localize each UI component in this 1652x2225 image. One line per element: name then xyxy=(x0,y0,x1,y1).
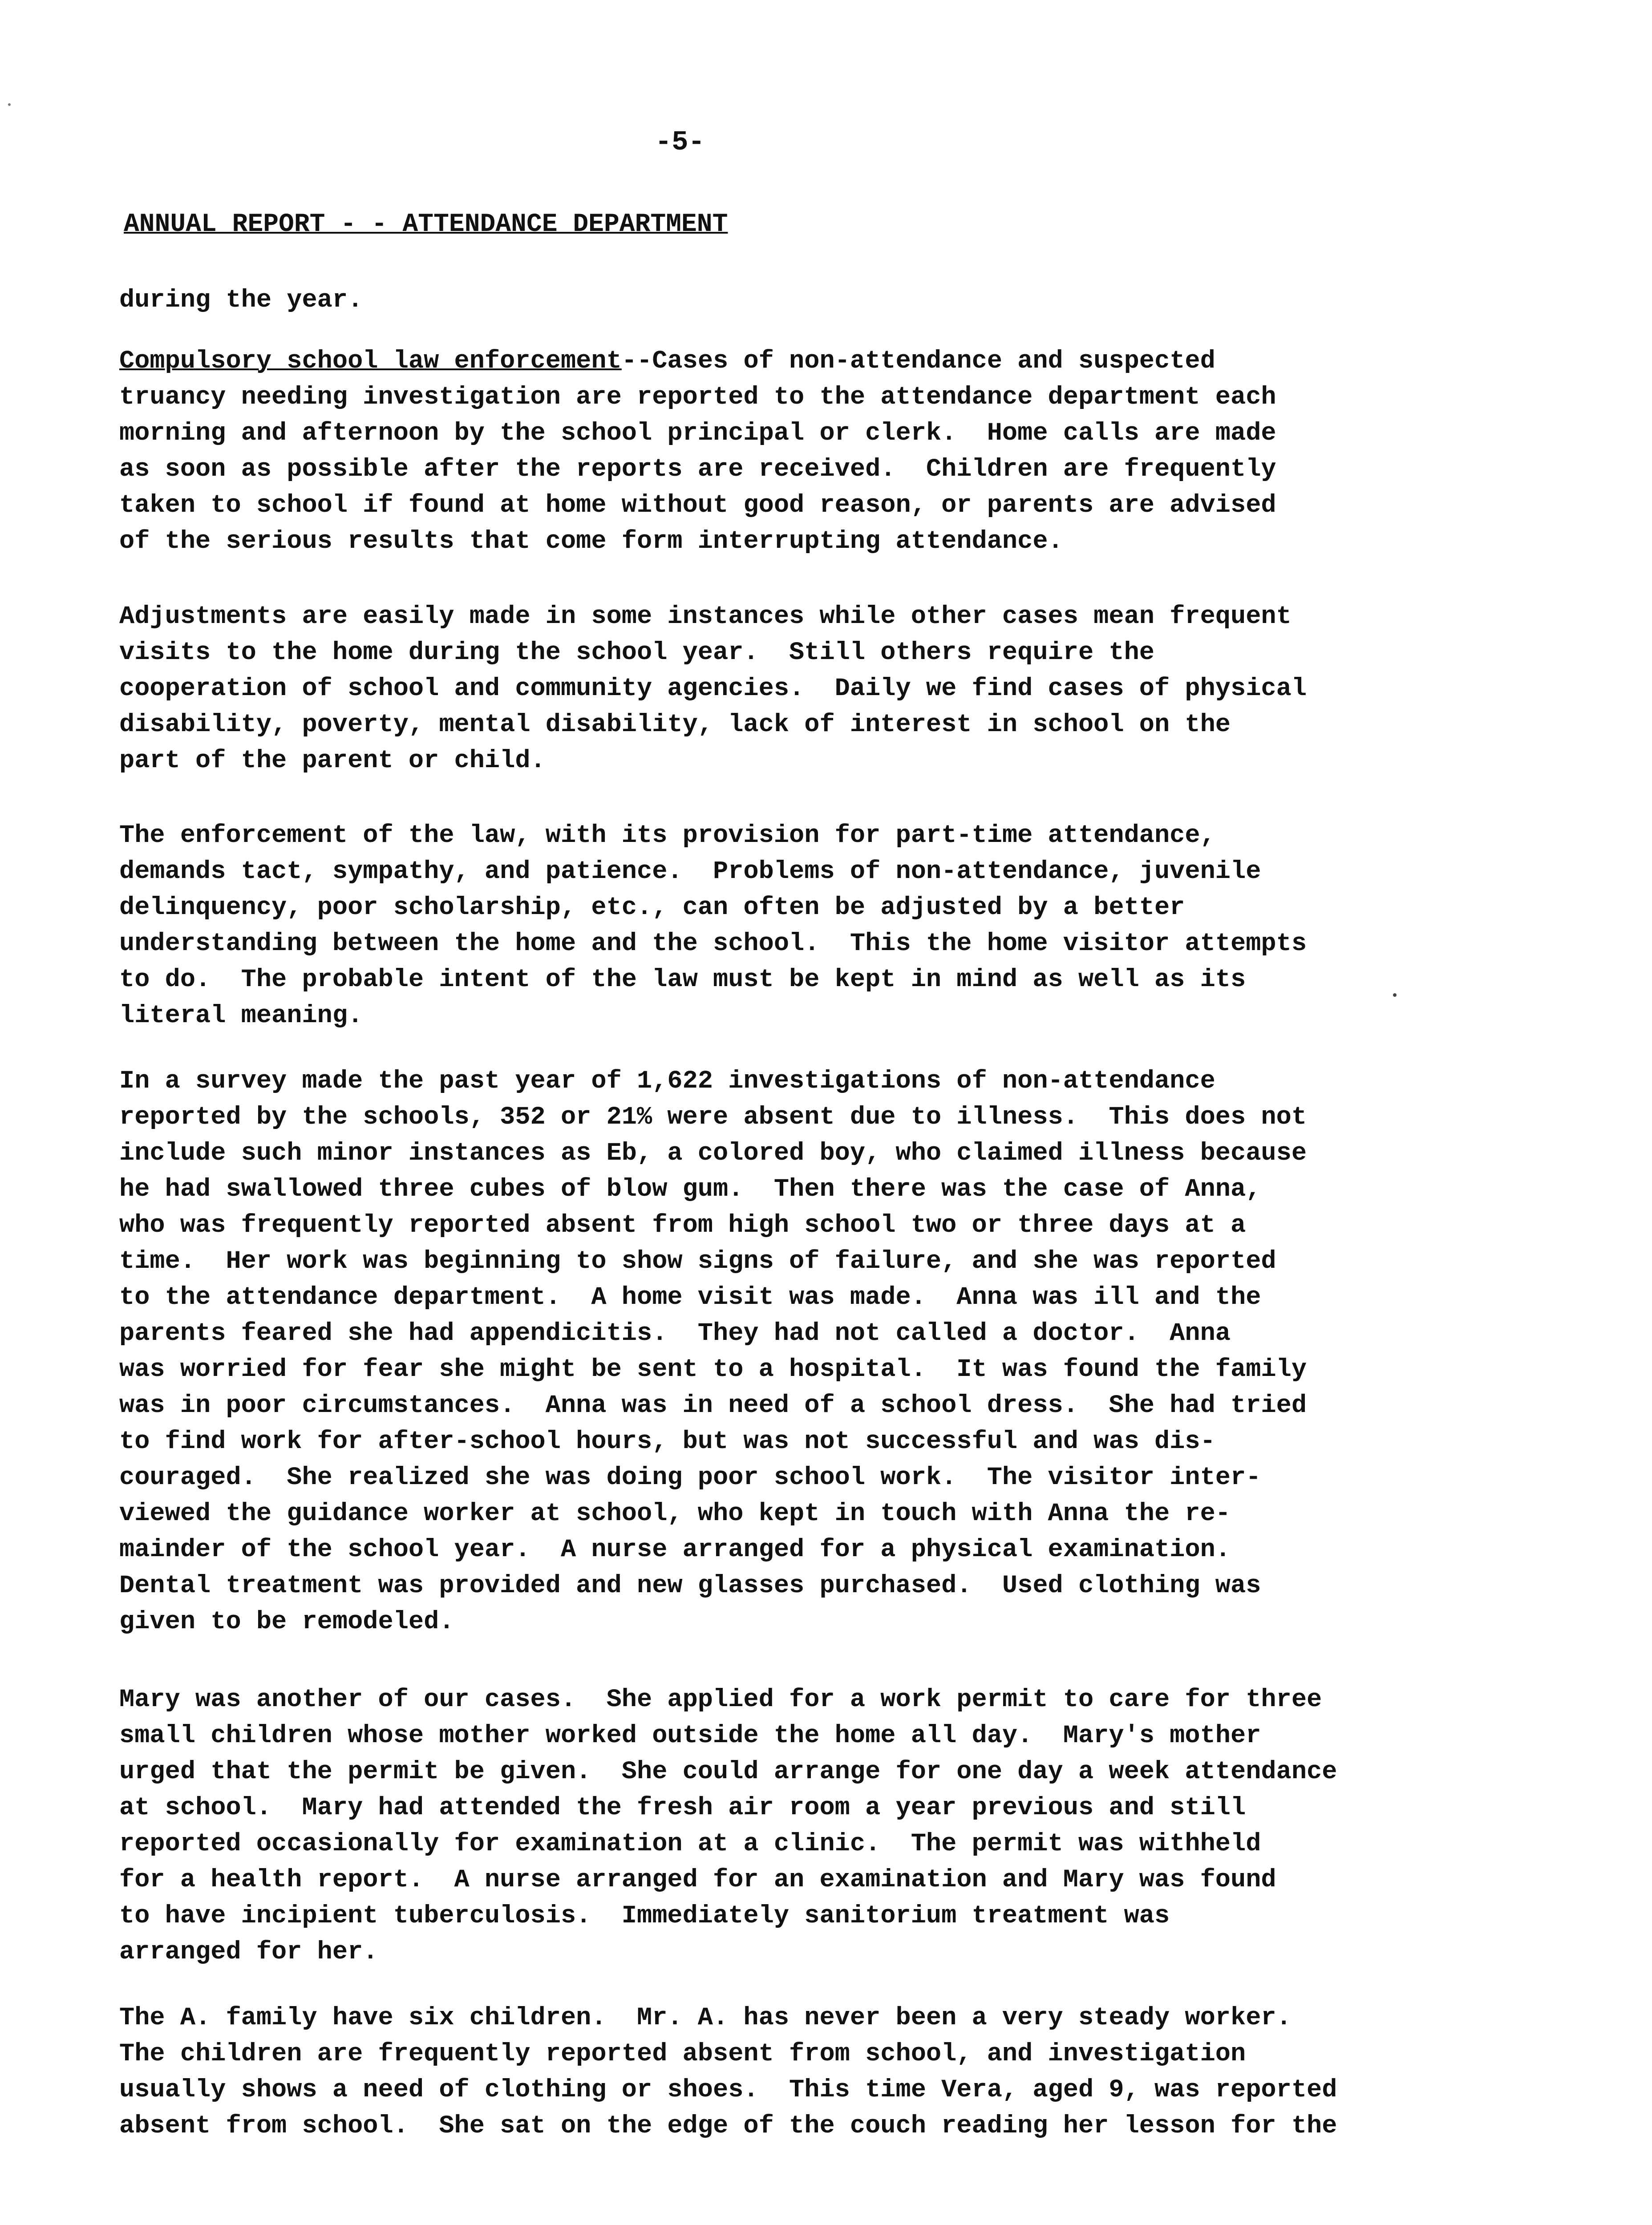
scan-speck xyxy=(1393,993,1397,997)
paragraph-continuation: during the year. xyxy=(119,286,363,315)
paragraph-survey-anna: In a survey made the past year of 1,622 investigations of non-attendance reported by the schools, 352 or 21% were absent due to illness. This does not include such minor instances as Eb, a colored boy, who claimed illness because he had swallowed three cubes of blow gum. Then there was the case of Anna, who was frequently reported absent from high school two or three days at a time. Her work was beginning to show signs of failure, and she was reported to the attendance department. A home visit was made. Anna was ill and the parents feared she had appendicitis. They had not called a doctor. Anna was worried for fear she might be sent to a hospital. It was found the family was in poor circumstances. Anna was in need of a school dress. She had tried to find work for after-school hours, but was not successful and was dis- couraged. She realized she was doing poor school work. The visitor inter- viewed the guidance worker at school, who kept in touch with Anna the re- mainder of the school year. A nurse arranged for a physical examination. Dental treatment was provided and new glasses purchased. Used clothing was given to be remodeled. xyxy=(119,1067,1307,1636)
paragraph-compulsory-law: truancy needing investigation are reported to the attendance department each morning and afternoon by the school principal or clerk. Home calls are made as soon as possible after the reports are received. Children are frequently taken to school if found at home without good reason, or parents are advised of the serious results that come form interrupting attendance. xyxy=(119,383,1276,556)
scan-speck xyxy=(8,103,11,106)
paragraph-enforcement: The enforcement of the law, with its provision for part-time attendance, demands tact, sympathy, and patience. Problems of non-attendance, juvenile delinquency, poor scholarship, etc., can often be adjusted by a better understanding between the home and the school. This the home visitor attempts to do. The probable intent of the law must be kept in mind as well as its literal meaning. xyxy=(119,821,1307,1030)
paragraph-adjustments: Adjustments are easily made in some instances while other cases mean frequent visits to the home during the school year. Still others require the cooperation of school and community agencies. Daily we find cases of physical disability, poverty, mental disability, lack of interest in school on the part of the parent or child. xyxy=(119,603,1307,775)
paragraph-a-family: The A. family have six children. Mr. A. has never been a very steady worker. The children are frequently reported absent from school, and investigation usually shows a need of clothing or shoes. This time Vera, aged 9, was reported absent from school. She sat on the edge of the couch reading her lesson for the xyxy=(119,2004,1337,2140)
report-header: ANNUAL REPORT - - ATTENDANCE DEPARTMENT xyxy=(124,210,728,239)
paragraph-compulsory-law-first-line-text: --Cases of non-attendance and suspected xyxy=(621,347,1215,376)
page-number: -5- xyxy=(655,126,705,158)
paragraph-mary: Mary was another of our cases. She applied for a work permit to care for three small children whose mother worked outside the home all day. Mary's mother urged that the permit be given. She could arrange for one day a week attendance at school. Mary had attended the fresh air room a year previous and still reported occasionally for examination at a clinic. The permit was withheld for a health report. A nurse arranged for an examination and Mary was found to have incipient tuberculosis. Immediately sanitorium treatment was arranged for her. xyxy=(119,1686,1337,1966)
paragraph-compulsory-law-first-line xyxy=(119,344,1215,380)
section-heading: Compulsory school law enforcement xyxy=(119,347,622,376)
